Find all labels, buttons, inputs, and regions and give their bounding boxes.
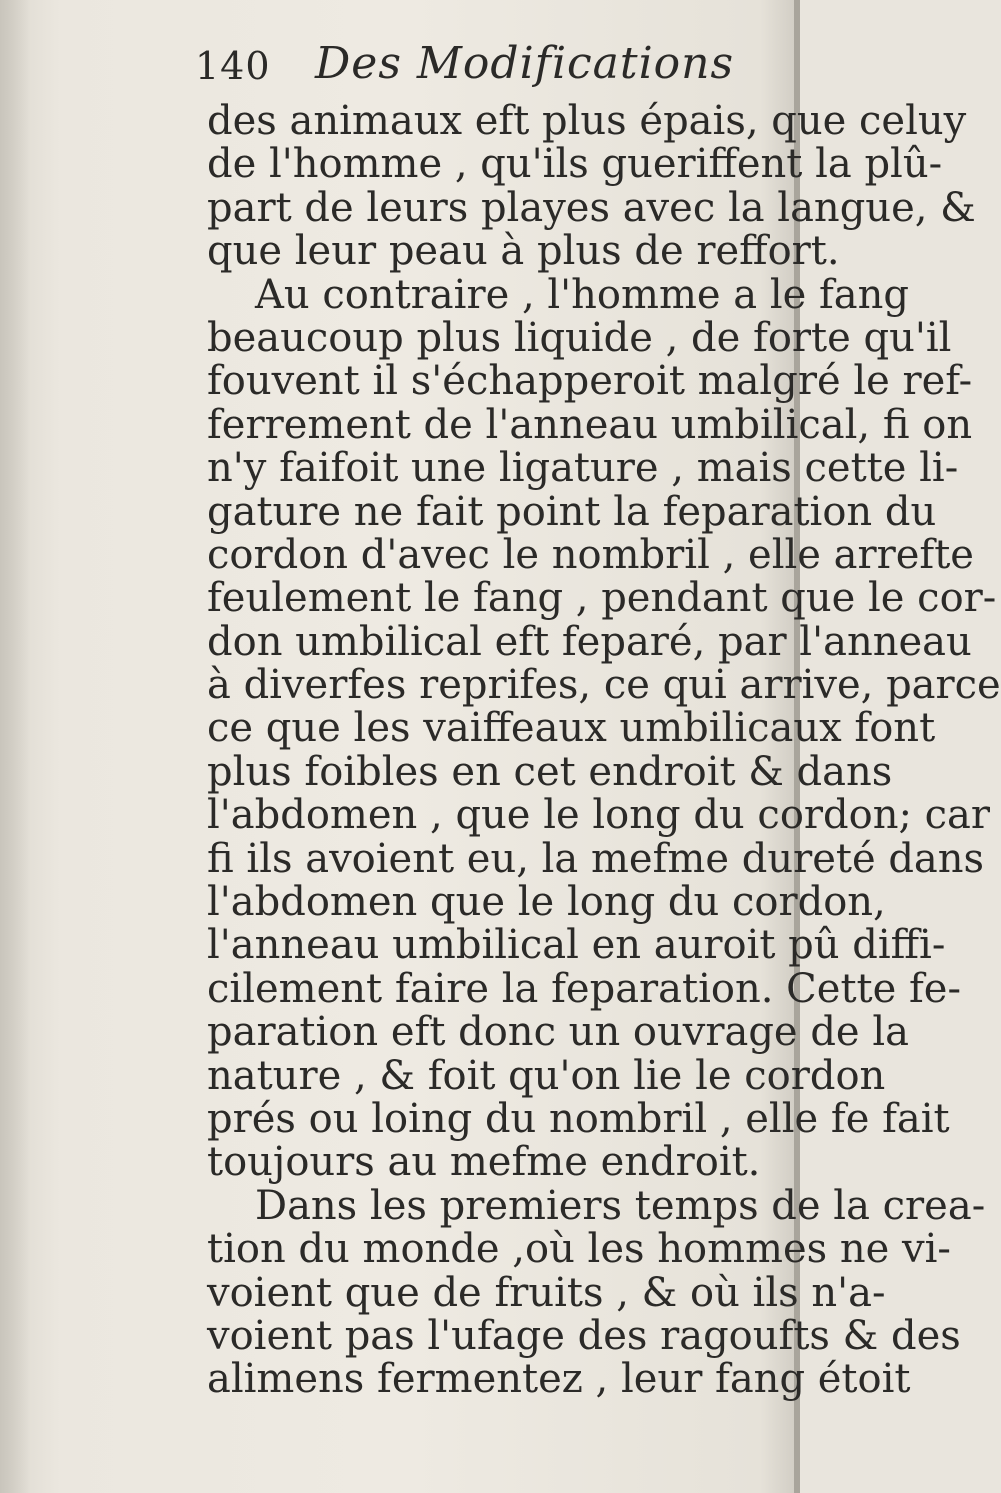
- running-title: Des Modifications: [315, 38, 735, 89]
- text-line: des animaux eft plus épais, que celuy: [207, 98, 967, 144]
- text-line: de l'homme , qu'ils gueriffent la plû-: [207, 141, 943, 188]
- text-line: don umbilical eft feparé, par l'anneau: [207, 618, 972, 665]
- text-line: tion du monde ,où les hommes ne vi-: [207, 1226, 951, 1273]
- text-line: beaucoup plus liquide , de forte qu'il: [207, 314, 952, 361]
- text-line: nature , & foit qu'on lie le cordon: [207, 1052, 886, 1099]
- body-text: [207, 98, 1001, 1403]
- text-line: cilement faire la feparation. Cette fe-: [207, 965, 961, 1012]
- text-line: paration eft donc un ouvrage de la: [207, 1009, 909, 1056]
- text-line: gature ne fait point la feparation du: [207, 488, 937, 535]
- text-line: part de leurs playes avec la langue, &: [207, 184, 976, 231]
- text-line: feulement le fang , pendant que le cor-: [207, 575, 997, 622]
- text-line-paragraph-start: Dans les premiers temps de la crea-: [255, 1182, 986, 1229]
- text-line: que leur peau à plus de reffort.: [207, 228, 840, 275]
- text-line: voient pas l'ufage des ragoufts & des: [207, 1312, 961, 1359]
- text-line: toujours au mefme endroit.: [207, 1139, 761, 1186]
- text-line: fouvent il s'échapperoit malgré le ref-: [207, 358, 973, 405]
- text-line: prés ou loing du nombril , elle fe fait: [207, 1095, 950, 1142]
- text-line: voient que de fruits , & où ils n'a-: [207, 1269, 886, 1316]
- page-header: [195, 38, 755, 98]
- text-line: plus foibles en cet endroit & dans: [207, 748, 893, 795]
- text-line: n'y faifoit une ligature , mais cette li-: [207, 445, 959, 492]
- text-line: ce que les vaiffeaux umbilicaux font: [207, 705, 936, 752]
- page-number: 140: [195, 44, 271, 88]
- page-gutter-shadow: [0, 0, 30, 1493]
- text-line: à diverfes reprifes, ce qui arrive, parce: [207, 662, 1001, 709]
- text-line-paragraph-start: Au contraire , l'homme a le fang: [255, 271, 910, 318]
- text-line: ferrement de l'anneau umbilical, fi on: [207, 401, 973, 448]
- text-line: l'abdomen que le long du cordon,: [207, 879, 886, 926]
- text-line: cordon d'avec le nombril , elle arrefte: [207, 531, 974, 578]
- text-line: l'abdomen , que le long du cordon; car: [207, 792, 991, 839]
- text-line: l'anneau umbilical en auroit pû diffi-: [207, 922, 946, 969]
- text-line: alimens fermentez , leur fang étoit: [207, 1356, 911, 1403]
- text-line: fi ils avoient eu, la mefme dureté dans: [207, 835, 985, 882]
